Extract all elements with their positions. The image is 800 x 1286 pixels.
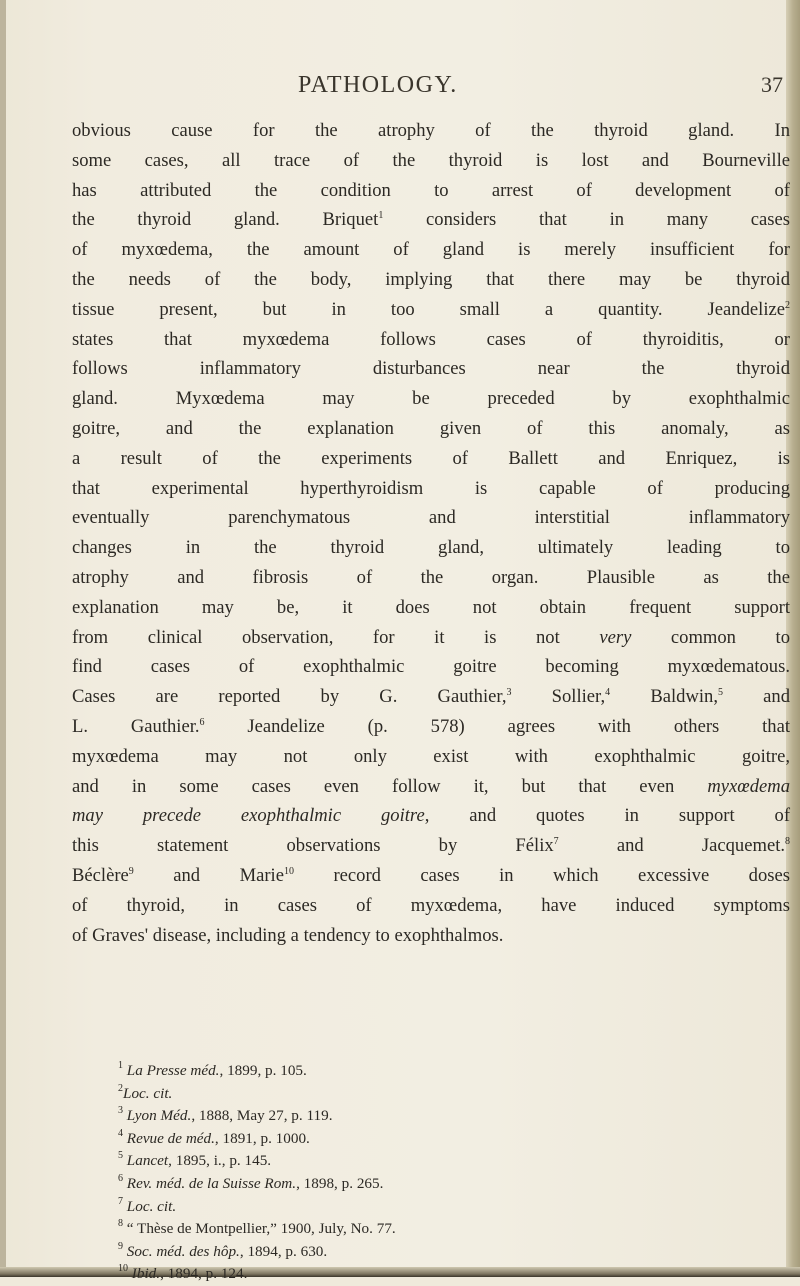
footnote-marker: 8 — [785, 836, 791, 848]
running-head — [72, 72, 787, 106]
italic-text: very — [599, 626, 632, 648]
footnote-marker: 4 — [118, 1127, 123, 1139]
text-run: Baldwin, — [610, 686, 718, 708]
body-line — [72, 205, 790, 235]
text-run: and Jacquemet. — [558, 835, 786, 857]
text-run: goitre, and the explanation given of this anomaly, as — [72, 417, 790, 439]
text-run: this statement observations by Félix — [72, 835, 554, 857]
text-run: “ Thèse de Montpellier,” 1900, July, No. 77. — [123, 1220, 396, 1238]
italic-text: myxœdema — [707, 775, 790, 797]
footnote — [118, 1150, 678, 1173]
text-run: , 1894, p. 630. — [239, 1242, 328, 1260]
italic-text: Soc. méd. des hôp. — [126, 1242, 240, 1260]
body-line — [72, 176, 790, 206]
text-run: atrophy and fibrosis of the organ. Plausible as the — [72, 566, 790, 588]
text-run: the thyroid gland. Briquet — [72, 209, 379, 231]
text-run: considers that in many cases — [383, 209, 790, 231]
text-run: of Graves' disease, including a tendency to exophthalmos. — [72, 924, 504, 946]
footnote — [118, 1083, 678, 1106]
text-run: explanation may be, it does not obtain frequent support — [72, 596, 790, 618]
footnote-marker: 4 — [605, 687, 611, 699]
body-line — [72, 414, 790, 444]
footnote-marker: 8 — [118, 1218, 123, 1230]
footnote — [118, 1218, 678, 1241]
text-run: Jeandelize (p. 578) agrees with others that — [204, 715, 790, 737]
footnote — [118, 1241, 678, 1264]
footnote-marker: 2 — [118, 1082, 123, 1094]
italic-text: Lancet — [126, 1152, 169, 1170]
footnote — [118, 1060, 678, 1083]
body-line — [72, 116, 790, 146]
body-line — [72, 712, 790, 742]
text-run: L. Gauthier. — [72, 715, 200, 737]
text-run: find cases of exophthalmic goitre becoming myxœdematous. — [72, 656, 790, 678]
body-line — [72, 861, 790, 891]
footnote — [118, 1173, 678, 1196]
body-line — [72, 742, 790, 772]
text-run: the needs of the body, implying that there may be thyroid — [72, 268, 790, 290]
text-run: states that myxœdema follows cases of thyroiditis, or — [72, 328, 790, 350]
text-run: , 1895, i., p. 145. — [168, 1152, 272, 1170]
body-line — [72, 474, 790, 504]
body-line — [72, 623, 790, 653]
footnote — [118, 1105, 678, 1128]
text-run: of thyroid, in cases of myxœdema, have induced symptoms — [72, 894, 790, 916]
italic-text: Ibid. — [131, 1265, 161, 1283]
text-run: obvious cause for the atrophy of the thyroid gland. In — [72, 120, 790, 141]
body-line — [72, 533, 790, 563]
body-line — [72, 921, 790, 951]
text-run: , and quotes in support of — [424, 805, 791, 827]
body-line — [72, 325, 790, 355]
body-line — [72, 265, 790, 295]
text-run: Cases are reported by G. Gauthier, — [72, 686, 507, 708]
body-line — [72, 235, 790, 265]
text-run: , 1894, p. 124. — [160, 1265, 248, 1283]
text-run: , 1898, p. 265. — [296, 1174, 384, 1192]
text-run: follows inflammatory disturbances near the thyroid — [72, 358, 790, 380]
page-number: 37 — [761, 72, 783, 97]
footnote-marker: 2 — [785, 299, 790, 311]
text-run: , 1888, May 27, p. 119. — [191, 1107, 333, 1125]
body-text — [72, 116, 790, 950]
body-line — [72, 295, 790, 325]
footnote-marker: 1 — [378, 210, 384, 222]
italic-text: La Presse méd. — [126, 1062, 220, 1079]
footnote-marker: 10 — [118, 1263, 128, 1275]
footnote — [118, 1263, 678, 1286]
footnote — [118, 1128, 678, 1151]
italic-text: Rev. méd. de la Suisse Rom. — [126, 1174, 297, 1192]
footnote-marker: 6 — [199, 716, 205, 728]
text-run: that experimental hyperthyroidism is capable of producing — [72, 477, 790, 499]
italic-text: Lyon Méd. — [126, 1107, 192, 1125]
text-run: record cases in which excessive doses — [293, 864, 790, 886]
footnote-marker: 6 — [118, 1172, 123, 1184]
page-left-edge — [0, 0, 6, 1277]
body-line — [72, 801, 790, 831]
text-run: Sollier, — [511, 686, 606, 708]
text-run: myxœdema may not only exist with exophthalmic goitre, — [72, 745, 790, 767]
body-line — [72, 444, 790, 474]
footnote-marker: 7 — [118, 1195, 123, 1207]
footnote — [118, 1196, 678, 1219]
text-run: eventually parenchymatous and interstitial inflammatory — [72, 507, 790, 529]
footnote-marker: 10 — [283, 865, 294, 877]
text-run: some cases, all trace of the thyroid is lost and Bourneville — [72, 149, 790, 171]
text-run: and in some cases even follow it, but that even — [72, 775, 708, 797]
text-run: , 1899, p. 105. — [219, 1062, 307, 1079]
body-line — [72, 891, 790, 921]
body-line — [72, 503, 790, 533]
text-run: tissue present, but in too small a quantity. Jeandelize — [72, 298, 785, 320]
text-run: gland. Myxœdema may be preceded by exophthalmic — [72, 388, 790, 410]
body-line — [72, 772, 790, 802]
footnote-marker: 3 — [118, 1105, 123, 1117]
text-run: , 1891, p. 1000. — [214, 1129, 310, 1147]
text-run: has attributed the condition to arrest of development of — [72, 179, 790, 201]
body-line — [72, 384, 790, 414]
text-run: a result of the experiments of Ballett and Enriquez, is — [72, 447, 790, 469]
footnote-marker: 9 — [118, 1240, 123, 1252]
body-line — [72, 354, 790, 384]
italic-text: Revue de méd. — [126, 1129, 215, 1147]
body-line — [72, 831, 790, 861]
text-run: Béclère — [72, 864, 129, 886]
italic-text: Loc. cit. — [126, 1197, 177, 1215]
footnote-marker: 5 — [118, 1150, 123, 1162]
italic-text: Loc. cit. — [123, 1084, 173, 1102]
footnote-marker: 9 — [128, 865, 134, 877]
footnote-marker: 5 — [717, 687, 723, 699]
body-line — [72, 652, 790, 682]
text-run: and — [722, 686, 790, 708]
italic-text: may precede exophthalmic goitre — [72, 805, 425, 827]
text-run: common to — [631, 626, 790, 648]
running-head-title: PATHOLOGY. — [298, 72, 458, 98]
text-run: changes in the thyroid gland, ultimately leading to — [72, 537, 790, 559]
footnote-marker: 1 — [118, 1060, 123, 1071]
footnote-marker: 7 — [553, 836, 559, 848]
footnotes — [118, 1060, 678, 1286]
body-line — [72, 593, 790, 623]
text-run: of myxœdema, the amount of gland is merely insufficient for — [72, 239, 790, 261]
body-line — [72, 682, 790, 712]
text-run: from clinical observation, for it is not — [72, 626, 600, 648]
body-line — [72, 563, 790, 593]
footnote-marker: 3 — [506, 687, 512, 699]
text-run: and Marie — [133, 864, 284, 886]
body-line — [72, 146, 790, 176]
